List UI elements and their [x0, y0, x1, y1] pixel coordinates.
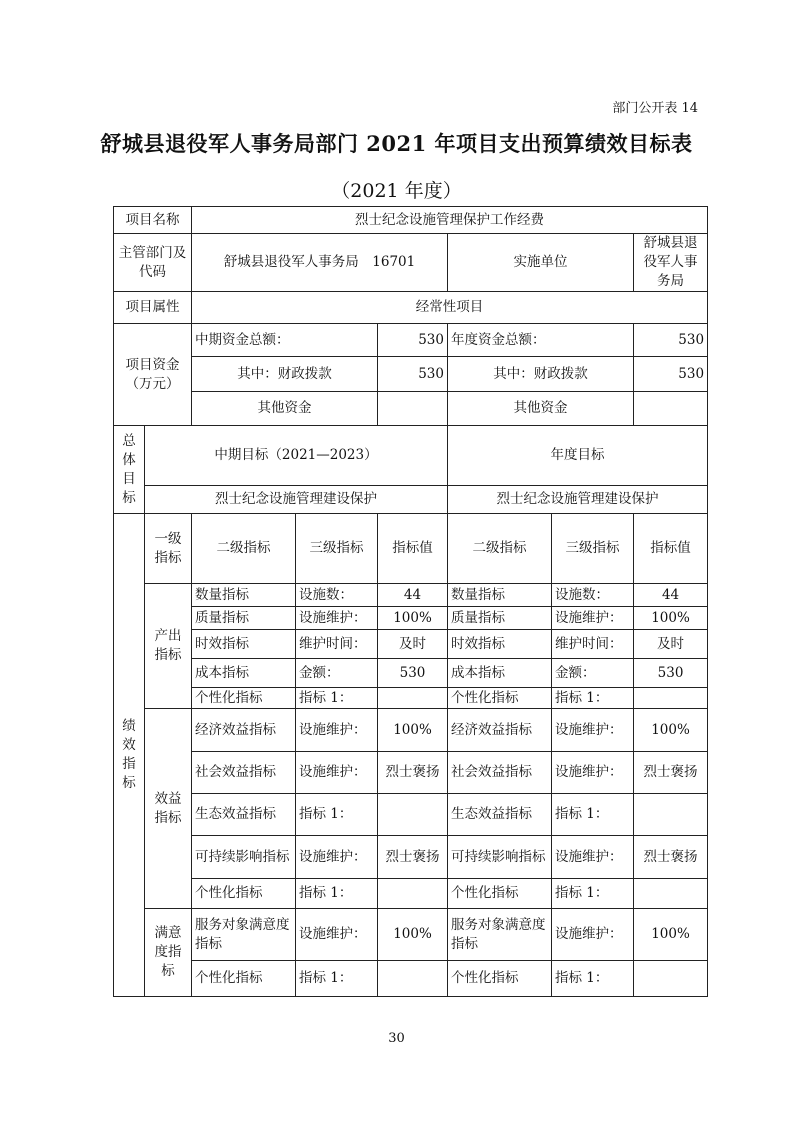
- performance-table: [113, 206, 708, 997]
- indicator-l3-year: 指标 1：: [552, 879, 634, 909]
- indicator-l3: 金额：: [296, 659, 378, 688]
- indicator-l3-year: 设施维护：: [552, 752, 634, 794]
- indicator-l2-year: 社会效益指标: [448, 752, 552, 794]
- indicator-l2-year: 经济效益指标: [448, 709, 552, 752]
- indicator-l3-year: 设施维护：: [552, 909, 634, 961]
- indicator-l2: 个性化指标: [192, 688, 296, 709]
- mid-fiscal-value: 530: [378, 357, 448, 392]
- indicator-l2-year: 个性化指标: [448, 688, 552, 709]
- indicator-l2-year: 成本指标: [448, 659, 552, 688]
- project-name-value: 烈士纪念设施管理保护工作经费: [192, 207, 708, 234]
- impl-value: 舒城县退役军人事务局: [634, 234, 708, 292]
- indicator-value: 烈士褒扬: [378, 752, 448, 794]
- header-level2-year: 二级指标: [448, 514, 552, 584]
- doc-title: 舒城县退役军人事务局部门 2021 年项目支出预算绩效目标表: [100, 131, 693, 156]
- page-number: 30: [388, 1031, 405, 1046]
- indicator-l3-year: 设施维护：: [552, 607, 634, 630]
- indicator-l2: 数量指标: [192, 584, 296, 607]
- attr-value: 经常性项目: [192, 292, 708, 324]
- output-label: 产出指标: [145, 584, 192, 709]
- header-value-year: 指标值: [634, 514, 708, 584]
- goals-year-header: 年度目标: [448, 426, 708, 486]
- indicator-l2-year: 生态效益指标: [448, 794, 552, 836]
- indicator-value: [378, 688, 448, 709]
- indicator-l2-year: 质量指标: [448, 607, 552, 630]
- year-other-label: 其他资金: [448, 392, 634, 426]
- indicator-l3: 指标 1：: [296, 688, 378, 709]
- indicator-value-year: 及时: [634, 630, 708, 659]
- indicator-l3: 指标 1：: [296, 879, 378, 909]
- year-total-label: 年度资金总额：: [448, 324, 634, 357]
- funds-label: 项目资金（万元）: [114, 324, 192, 426]
- indicator-l2: 质量指标: [192, 607, 296, 630]
- goals-mid-header: 中期目标（2021—2023）: [145, 426, 448, 486]
- indicator-l3: 设施维护：: [296, 607, 378, 630]
- indicator-value: [378, 961, 448, 997]
- dept-label: 主管部门及代码: [114, 234, 192, 292]
- indicator-l2-year: 个性化指标: [448, 961, 552, 997]
- indicator-value-year: 100%: [634, 709, 708, 752]
- indicator-l3: 设施维护：: [296, 836, 378, 879]
- indicator-value-year: 烈士褒扬: [634, 836, 708, 879]
- indicator-l2: 经济效益指标: [192, 709, 296, 752]
- indicator-l2: 可持续影响指标: [192, 836, 296, 879]
- indicator-l3-year: 设施维护：: [552, 836, 634, 879]
- indicator-value: 44: [378, 584, 448, 607]
- indicator-l3-year: 金额：: [552, 659, 634, 688]
- goals-label: 总体目标: [114, 426, 145, 514]
- indicator-l3: 指标 1：: [296, 794, 378, 836]
- indicator-l3-year: 维护时间：: [552, 630, 634, 659]
- indicator-l2-year: 个性化指标: [448, 879, 552, 909]
- indicator-value: [378, 794, 448, 836]
- indicator-l3-year: 指标 1：: [552, 794, 634, 836]
- goals-year-content: 烈士纪念设施管理建设保护: [448, 486, 708, 514]
- indicator-l2: 服务对象满意度指标: [192, 909, 296, 961]
- indicator-value: 530: [378, 659, 448, 688]
- indicator-l2-year: 服务对象满意度指标: [448, 909, 552, 961]
- indicator-value: [378, 879, 448, 909]
- indicator-l2-year: 数量指标: [448, 584, 552, 607]
- indicator-l3-year: 指标 1：: [552, 961, 634, 997]
- dept-value: 舒城县退役军人事务局 16701: [192, 234, 448, 292]
- benefit-label: 效益指标: [145, 709, 192, 909]
- indicator-l2: 时效指标: [192, 630, 296, 659]
- header-level3-mid: 三级指标: [296, 514, 378, 584]
- project-name-label: 项目名称: [114, 207, 192, 234]
- indicator-value-year: [634, 961, 708, 997]
- impl-label: 实施单位: [448, 234, 634, 292]
- indicator-value-year: 100%: [634, 607, 708, 630]
- year-other-value: [634, 392, 708, 426]
- indicator-l3: 设施维护：: [296, 909, 378, 961]
- indicator-l3: 维护时间：: [296, 630, 378, 659]
- year-fiscal-value: 530: [634, 357, 708, 392]
- mid-total-value: 530: [378, 324, 448, 357]
- year-total-value: 530: [634, 324, 708, 357]
- indicator-l3: 设施数：: [296, 584, 378, 607]
- header-level3-year: 三级指标: [552, 514, 634, 584]
- mid-fiscal-label: 其中：财政拨款: [192, 357, 378, 392]
- attr-label: 项目属性: [114, 292, 192, 324]
- indicator-value: 100%: [378, 909, 448, 961]
- mid-total-label: 中期资金总额：: [192, 324, 378, 357]
- indicator-value-year: 烈士褒扬: [634, 752, 708, 794]
- indicator-l3: 指标 1：: [296, 961, 378, 997]
- year-fiscal-label: 其中：财政拨款: [448, 357, 634, 392]
- indicator-l3: 设施维护：: [296, 752, 378, 794]
- indicator-value-year: [634, 879, 708, 909]
- indicator-l2-year: 可持续影响指标: [448, 836, 552, 879]
- indicator-value-year: 44: [634, 584, 708, 607]
- doc-tag: 部门公开表 14: [612, 101, 698, 116]
- indicator-l3-year: 指标 1：: [552, 688, 634, 709]
- perf-label: 绩效指标: [114, 514, 145, 997]
- indicator-value: 100%: [378, 709, 448, 752]
- indicator-l2: 个性化指标: [192, 961, 296, 997]
- indicator-l2: 成本指标: [192, 659, 296, 688]
- indicator-l2: 社会效益指标: [192, 752, 296, 794]
- header-level1: 一级指标: [145, 514, 192, 584]
- indicator-l3: 设施维护：: [296, 709, 378, 752]
- indicator-value: 及时: [378, 630, 448, 659]
- indicator-l3-year: 设施数：: [552, 584, 634, 607]
- indicator-value-year: [634, 794, 708, 836]
- indicator-value: 100%: [378, 607, 448, 630]
- indicator-l2: 生态效益指标: [192, 794, 296, 836]
- mid-other-value: [378, 392, 448, 426]
- header-value-mid: 指标值: [378, 514, 448, 584]
- indicator-l2: 个性化指标: [192, 879, 296, 909]
- indicator-l2-year: 时效指标: [448, 630, 552, 659]
- header-level2-mid: 二级指标: [192, 514, 296, 584]
- satisfaction-label: 满意度指标: [145, 909, 192, 997]
- indicator-value-year: 530: [634, 659, 708, 688]
- goals-mid-content: 烈士纪念设施管理建设保护: [145, 486, 448, 514]
- indicator-l3-year: 设施维护：: [552, 709, 634, 752]
- doc-subtitle: （2021 年度）: [331, 180, 462, 202]
- indicator-value-year: [634, 688, 708, 709]
- indicator-value: 烈士褒扬: [378, 836, 448, 879]
- mid-other-label: 其他资金: [192, 392, 378, 426]
- indicator-value-year: 100%: [634, 909, 708, 961]
